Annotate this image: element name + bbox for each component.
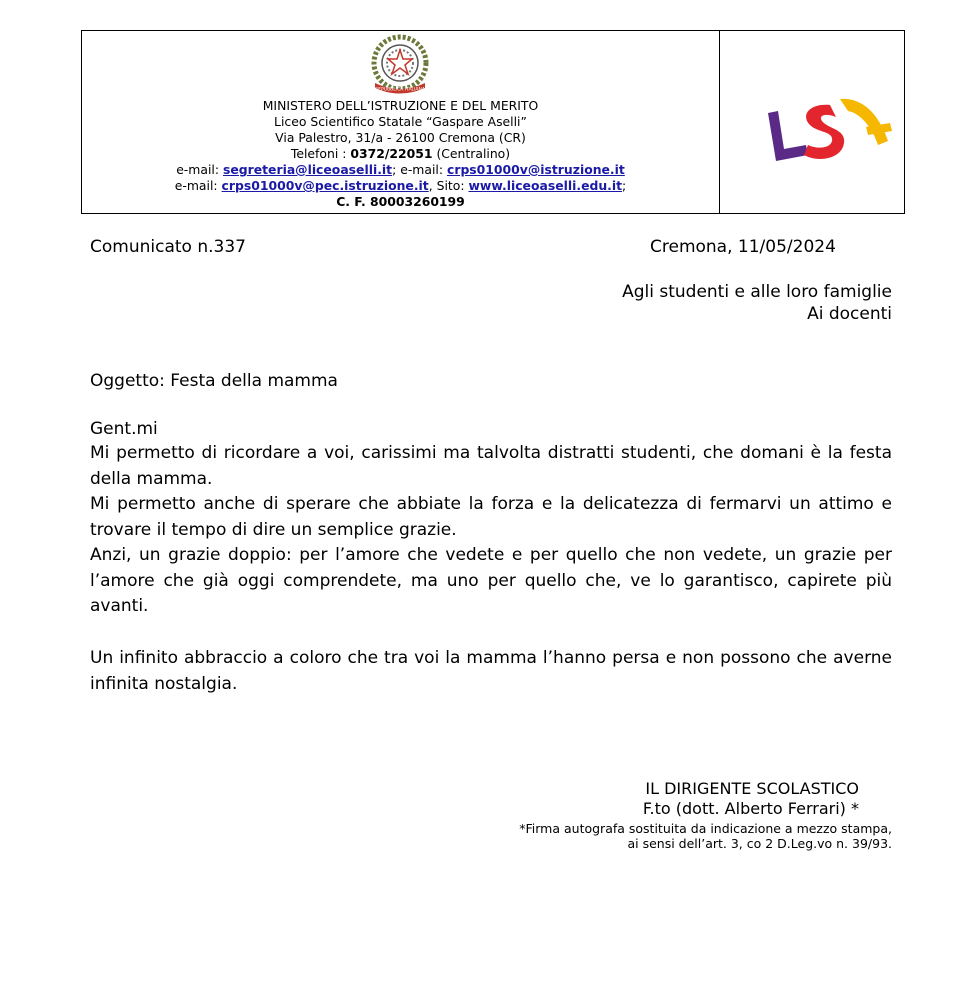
place-and-date: Cremona, 11/05/2024 [650, 237, 836, 257]
email-label: e-mail: [174, 178, 218, 193]
body-paragraph-2: Mi permetto anche di sperare che abbiate la forza e la delicatezza di fermarvi un attimo e trovare il tempo di dire un semplice grazie. [90, 494, 892, 540]
email-link-istruzione[interactable]: crps01000v@istruzione.it [446, 162, 625, 177]
site-label: , Sito: [428, 178, 465, 193]
phone-line [82, 146, 719, 162]
greeting: Gent.mi [90, 419, 158, 439]
email-line-1 [82, 162, 719, 178]
email-label: e-mail: [176, 162, 220, 177]
school-name: Liceo Scientifico Statale “Gaspare Aselli” [274, 114, 527, 129]
ministry-name: MINISTERO DELL’ISTRUZIONE E DEL MERITO [262, 98, 539, 113]
email-line-2 [82, 178, 719, 194]
italian-republic-emblem-icon [367, 33, 433, 97]
email-label: ; e-mail: [392, 162, 444, 177]
signature-title: IL DIRIGENTE SCOLASTICO [645, 779, 859, 798]
subject-line: Oggetto: Festa della mamma [90, 371, 338, 391]
recipients-students: Agli studenti e alle loro famiglie [622, 282, 892, 302]
signature-name: F.to (dott. Alberto Ferrari) * [642, 799, 859, 818]
recipients-teachers: Ai docenti [807, 304, 892, 324]
signature-note-2: ai sensi dell’art. 3, co 2 D.Leg.vo n. 39/93. [627, 836, 892, 851]
letterhead-text [82, 98, 719, 210]
website-link[interactable]: www.liceoaselli.edu.it [468, 178, 623, 193]
site-suffix: ; [622, 178, 627, 193]
fiscal-code: C. F. 80003260199 [336, 194, 465, 209]
school-logo-icon [760, 91, 900, 171]
signature-note-1: *Firma autografa sostituita da indicazione a mezzo stampa, [519, 821, 892, 836]
body-paragraph-1: Mi permetto di ricordare a voi, carissimi ma talvolta distratti studenti, che domani è la festa della mamma. [90, 443, 892, 489]
email-link-segreteria[interactable]: segreteria@liceoaselli.it [222, 162, 393, 177]
school-address: Via Palestro, 31/a - 26100 Cremona (CR) [275, 130, 526, 145]
communication-number: Comunicato n.337 [90, 237, 246, 257]
phone-note: (Centralino) [436, 146, 511, 161]
letterhead [81, 30, 905, 214]
body-paragraph-4: Un infinito abbraccio a coloro che tra voi la mamma l’hanno persa e non possono che averne infinita nostalgia. [90, 648, 892, 694]
svg-text:REPUBBLICA ITALIANA: REPUBBLICA ITALIANA [375, 87, 425, 93]
header-divider [719, 31, 720, 213]
phone-label: Telefoni : [290, 146, 347, 161]
body-paragraph-3: Anzi, un grazie doppio: per l’amore che vedete e per quello che non vedete, un grazie per l’amore che già oggi comprendete, ma uno per quello che, ve lo garantisco, capirete più avanti. [90, 545, 892, 617]
phone-number: 0372/22051 [350, 146, 433, 161]
email-link-pec[interactable]: crps01000v@pec.istruzione.it [221, 178, 429, 193]
